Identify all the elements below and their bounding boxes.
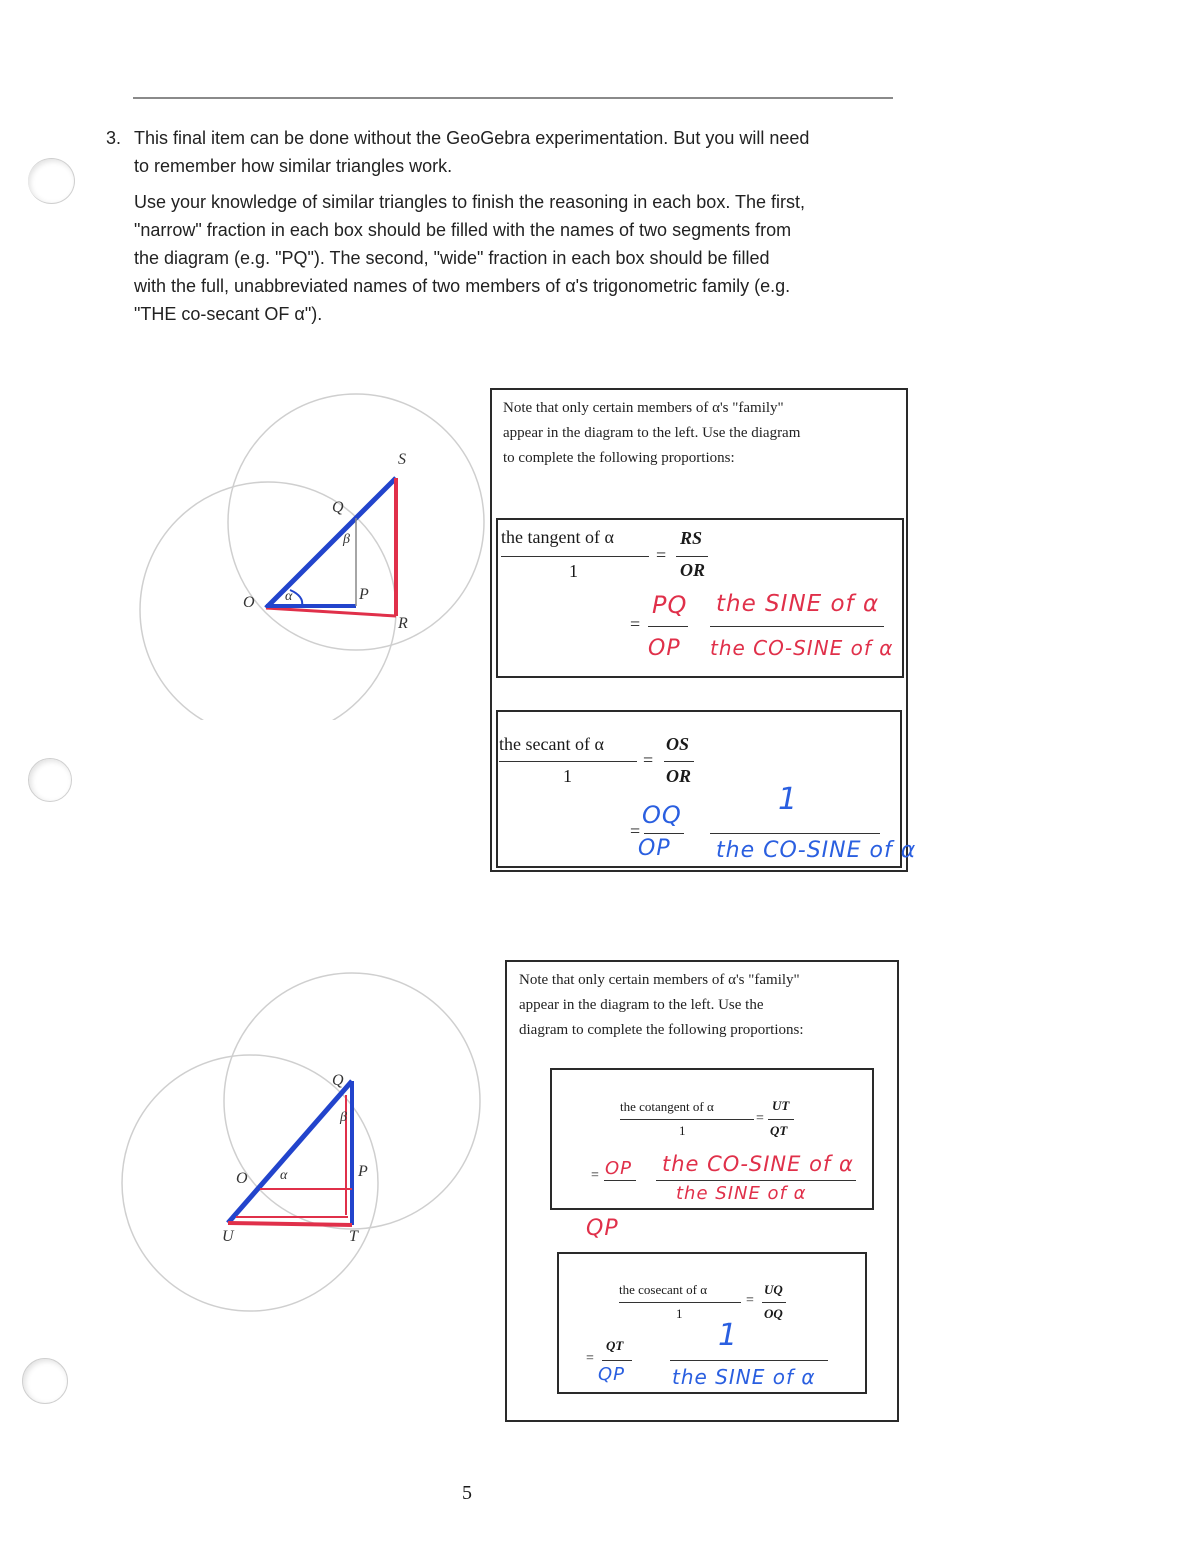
tangent-hand-num: PQ — [652, 591, 688, 619]
secant-hand-den: OP — [638, 836, 671, 861]
secant-wide-line — [710, 833, 880, 834]
problem-line-4: "narrow" fraction in each box should be filled with the names of two segments from — [134, 220, 792, 240]
box2-note — [519, 968, 891, 1043]
cosecant-wide-num: 1 — [718, 1318, 739, 1353]
label-S: S — [398, 451, 406, 468]
problem-line-7: "THE co-secant OF α"). — [134, 304, 323, 324]
label-O: O — [243, 594, 255, 611]
secant-wide-num: 1 — [778, 782, 799, 817]
cosecant-wide-den: the SINE of α — [672, 1365, 816, 1389]
box1-note — [503, 396, 898, 471]
box2-note-line-3: diagram to complete the following proportions: — [519, 1022, 804, 1038]
cotangent-den: QT — [770, 1123, 788, 1138]
secant-hand-num: OQ — [642, 801, 682, 829]
box1-note-line-1: Note that only certain members of α's "family" — [503, 400, 784, 416]
tangent-den: OR — [680, 560, 706, 580]
cotangent-eq: = — [756, 1111, 764, 1126]
binder-hole-bottom — [22, 1358, 68, 1404]
binder-hole-middle — [28, 758, 72, 802]
secant-one: 1 — [563, 766, 572, 786]
box1-note-line-3: to complete the following proportions: — [503, 450, 735, 466]
label-Q: Q — [332, 499, 344, 516]
problem-line-3: Use your knowledge of similar triangles to finish the reasoning in each box. The first, — [134, 192, 806, 212]
tangent-frac-line — [501, 556, 649, 557]
problem-line-1: This final item can be done without the GeoGebra experimentation. But you will need — [134, 128, 810, 148]
tangent-eq: = — [656, 545, 667, 565]
tangent-narrow-line — [648, 626, 688, 627]
label-alpha2: α — [280, 1168, 288, 1183]
tangent-wide-den: the CO-SINE of α — [710, 636, 894, 660]
cotangent-wide-line — [656, 1180, 856, 1181]
secant-den: OR — [666, 766, 692, 786]
cosecant-eq-2: = — [586, 1351, 594, 1366]
label-Q2: Q — [332, 1072, 344, 1089]
label-beta: β — [343, 532, 350, 547]
secant-wide-den: the CO-SINE of α — [716, 838, 917, 863]
segment-UT — [228, 1223, 352, 1225]
tangent-rs-line — [676, 556, 708, 557]
label-P2: P — [358, 1163, 368, 1180]
cotangent-eq-2: = — [591, 1168, 599, 1183]
label-U: U — [222, 1228, 234, 1245]
label-R: R — [398, 615, 408, 632]
cosecant-den: OQ — [764, 1306, 783, 1321]
secant-name: the secant of α — [499, 734, 604, 754]
secant-eq-2: = — [630, 821, 641, 841]
secant-num: OS — [666, 734, 690, 754]
cotangent-frac-line — [620, 1119, 754, 1120]
cotangent-wide-den: the SINE of α — [676, 1183, 807, 1204]
section-rule — [133, 97, 893, 99]
tangent-num: RS — [680, 528, 703, 548]
cosecant-frac-line — [619, 1302, 741, 1303]
secant-frac-line — [499, 761, 637, 762]
cotangent-one: 1 — [679, 1123, 686, 1138]
cotangent-hand-den: QP — [586, 1216, 619, 1241]
cotangent-wide-num: the CO-SINE of α — [662, 1152, 854, 1176]
cosecant-hand-den: QP — [598, 1364, 626, 1385]
diagram-2 — [120, 955, 510, 1315]
secant-narrow-line — [644, 833, 684, 834]
tangent-hand-den: OP — [648, 636, 681, 661]
cosecant-print-num: QT — [606, 1338, 624, 1353]
cosecant-narrow-line — [602, 1360, 632, 1361]
segment-OR — [266, 608, 396, 616]
problem-line-2: to remember how similar triangles work. — [134, 156, 453, 176]
tangent-one: 1 — [569, 561, 578, 581]
item-number: 3. — [106, 128, 122, 148]
page-number: 5 — [462, 1482, 472, 1504]
cosecant-eq: = — [746, 1293, 754, 1308]
cosecant-wide-line — [670, 1360, 828, 1361]
label-P: P — [359, 586, 369, 603]
secant-eq: = — [643, 750, 654, 770]
diagram-1 — [120, 380, 500, 720]
cosecant-num: UQ — [764, 1282, 783, 1297]
problem-line-5: the diagram (e.g. "PQ"). The second, "wide" fraction in each box should be filled — [134, 248, 770, 268]
tangent-eq-2: = — [630, 614, 641, 634]
label-alpha: α — [285, 589, 293, 604]
label-beta2: β — [340, 1110, 347, 1125]
cotangent-num: UT — [772, 1098, 790, 1113]
secant-os-line — [664, 761, 694, 762]
cosecant-uq-line — [762, 1302, 786, 1303]
tangent-name: the tangent of α — [501, 527, 614, 547]
box2-note-line-2: appear in the diagram to the left. Use the — [519, 997, 764, 1013]
problem-line-6: with the full, unabbreviated names of two members of α's trigonometric family (e.g. — [134, 276, 791, 296]
label-T: T — [349, 1228, 358, 1245]
segment-UQ — [228, 1081, 352, 1223]
cotangent-hand-num: OP — [605, 1158, 633, 1179]
tangent-wide-line — [710, 626, 884, 627]
cosecant-one: 1 — [676, 1306, 683, 1321]
label-O2: O — [236, 1170, 248, 1187]
cotangent-name: the cotangent of α — [620, 1099, 714, 1114]
cotangent-ut-line — [768, 1119, 794, 1120]
box1-note-line-2: appear in the diagram to the left. Use the diagram — [503, 425, 801, 441]
cotangent-narrow-line — [604, 1180, 636, 1181]
tangent-wide-num: the SINE of α — [716, 591, 880, 617]
box2-note-line-1: Note that only certain members of α's "family" — [519, 972, 800, 988]
binder-hole-top — [28, 158, 75, 204]
cosecant-name: the cosecant of α — [619, 1282, 708, 1297]
